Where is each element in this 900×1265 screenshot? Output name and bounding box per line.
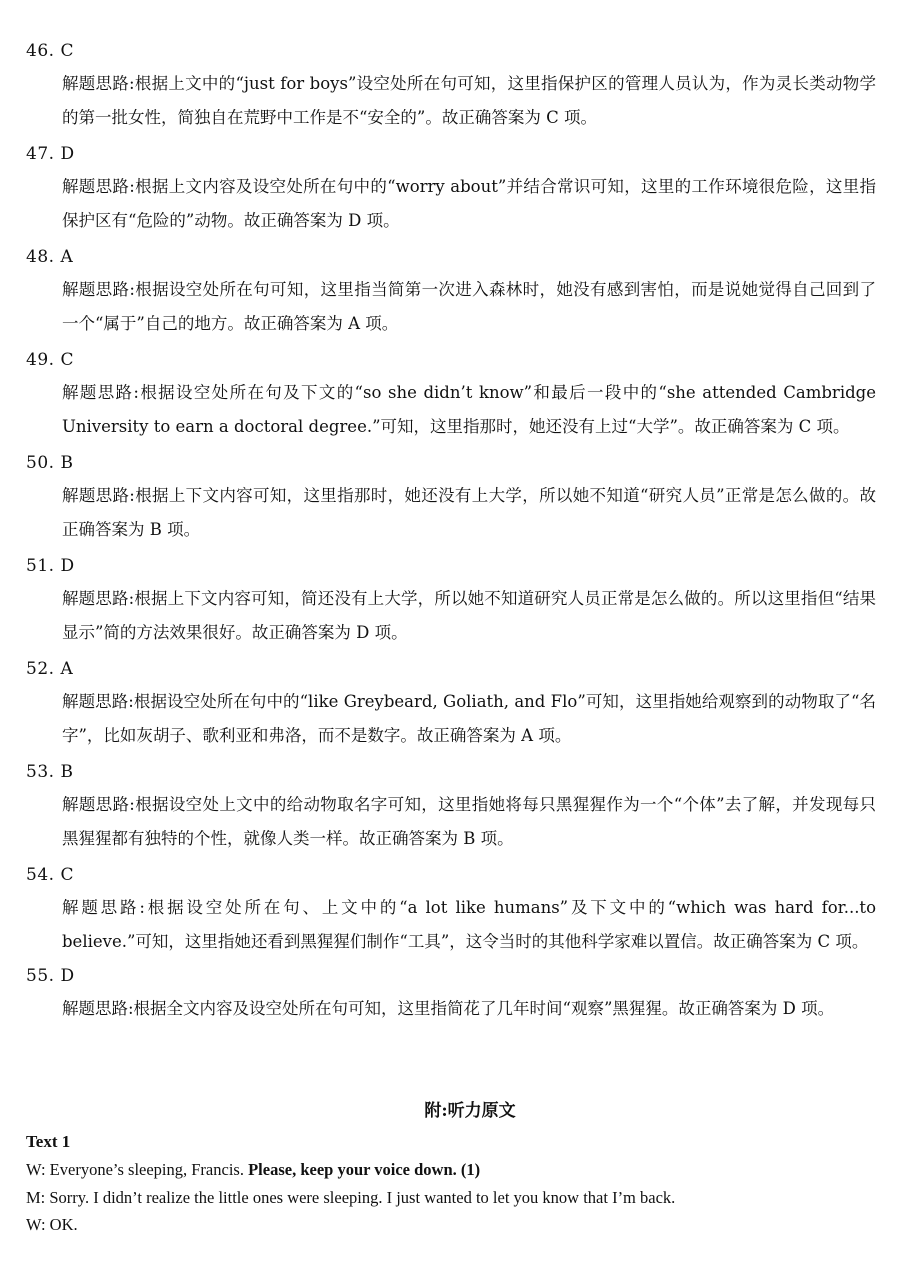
- question-52: [26, 658, 73, 680]
- explanation-53: 解题思路:根据设空处上文中的给动物取名字可知，这里指她将每只黑猩猩作为一个“个体”去了解，并发现每只黑猩猩都有独特的个性，就像人类一样。故正确答案为 B 项。: [62, 795, 876, 848]
- question-answer: C: [60, 865, 74, 885]
- question-number: 47.: [26, 144, 55, 164]
- question-47: [26, 143, 75, 165]
- question-number: 49.: [26, 350, 55, 370]
- appendix-title: 附:听力原文: [424, 1101, 516, 1121]
- question-answer: B: [60, 453, 74, 473]
- question-53: [26, 761, 73, 783]
- question-number: 46.: [26, 41, 55, 61]
- question-number: 48.: [26, 247, 55, 267]
- question-48: [26, 246, 73, 268]
- explanation-51: 解题思路:根据上下文内容可知，简还没有上大学，所以她不知道研究人员正常是怎么做的。所以这里指但“结果显示”简的方法效果很好。故正确答案为 D 项。: [62, 589, 876, 642]
- question-answer: C: [60, 350, 74, 370]
- question-number: 53.: [26, 762, 55, 782]
- explanation-55: 解题思路:根据全文内容及设空处所在句可知，这里指简花了几年时间“观察”黑猩猩。故正确答案为 D 项。: [62, 999, 835, 1018]
- question-answer: C: [60, 41, 74, 61]
- explanation-54: 解题思路:根据设空处所在句、上文中的“a lot like humans”及下文中的“which was hard for...to believe.”可知，这里指她还看到黑猩猩们制作“工具”，这令当时的其他科学家难以置信。故正确答案为 C 项。: [62, 898, 876, 951]
- dialog-line: [26, 1214, 886, 1236]
- question-number: 55.: [26, 966, 55, 986]
- explanation-48: 解题思路:根据设空处所在句可知，这里指当简第一次进入森林时，她没有感到害怕，而是说她觉得自己回到了一个“属于”自己的地方。故正确答案为 A 项。: [62, 280, 876, 333]
- question-46: [26, 40, 74, 62]
- dialog-line: [26, 1187, 886, 1209]
- explanation-49: 解题思路:根据设空处所在句及下文的“so she didn’t know”和最后一段中的“she attended Cambridge University to earn a doctoral degree.”可知，这里指那时，她还没有上过“大学”。故正确答案为 C 项。: [62, 383, 876, 436]
- explanation-52: 解题思路:根据设空处所在句中的“like Greybeard, Goliath, and Flo”可知，这里指她给观察到的动物取了“名字”，比如灰胡子、歌利亚和弗洛，而不是数字。故正确答案为 A 项。: [62, 692, 876, 745]
- question-55: [26, 965, 75, 987]
- explanation-50: 解题思路:根据上下文内容可知，这里指那时，她还没有上大学，所以她不知道“研究人员”正常是怎么做的。故正确答案为 B 项。: [62, 486, 876, 539]
- question-answer: B: [60, 762, 74, 782]
- question-49: [26, 349, 74, 371]
- text-title: Text 1: [26, 1132, 71, 1151]
- dialog-text: W: OK.: [26, 1215, 78, 1234]
- question-answer: A: [60, 247, 74, 267]
- explanation-46: 解题思路:根据上文中的“just for boys”设空处所在句可知，这里指保护区的管理人员认为，作为灵长类动物学的第一批女性，简独自在荒野中工作是不“安全的”。故正确答案为 C 项。: [62, 74, 876, 127]
- dialog-text: W: Everyone’s sleeping, Francis.: [26, 1160, 249, 1179]
- question-answer: D: [60, 144, 75, 164]
- dialog-text: M: Sorry. I didn’t realize the little ones were sleeping. I just wanted to let you know that I’m back.: [26, 1188, 676, 1207]
- dialog-line: [26, 1159, 886, 1181]
- question-50: [26, 452, 73, 474]
- question-54: [26, 864, 74, 886]
- explanation-47: 解题思路:根据上文内容及设空处所在句中的“worry about”并结合常识可知，这里的工作环境很危险，这里指保护区有“危险的”动物。故正确答案为 D 项。: [62, 177, 876, 230]
- dialog-bold-text: Please, keep your voice down. (1): [248, 1160, 481, 1179]
- question-number: 54.: [26, 865, 55, 885]
- question-answer: A: [60, 659, 74, 679]
- question-number: 50.: [26, 453, 55, 473]
- question-answer: D: [60, 966, 75, 986]
- question-number: 52.: [26, 659, 55, 679]
- question-number: 51.: [26, 556, 55, 576]
- question-51: [26, 555, 75, 577]
- question-answer: D: [60, 556, 75, 576]
